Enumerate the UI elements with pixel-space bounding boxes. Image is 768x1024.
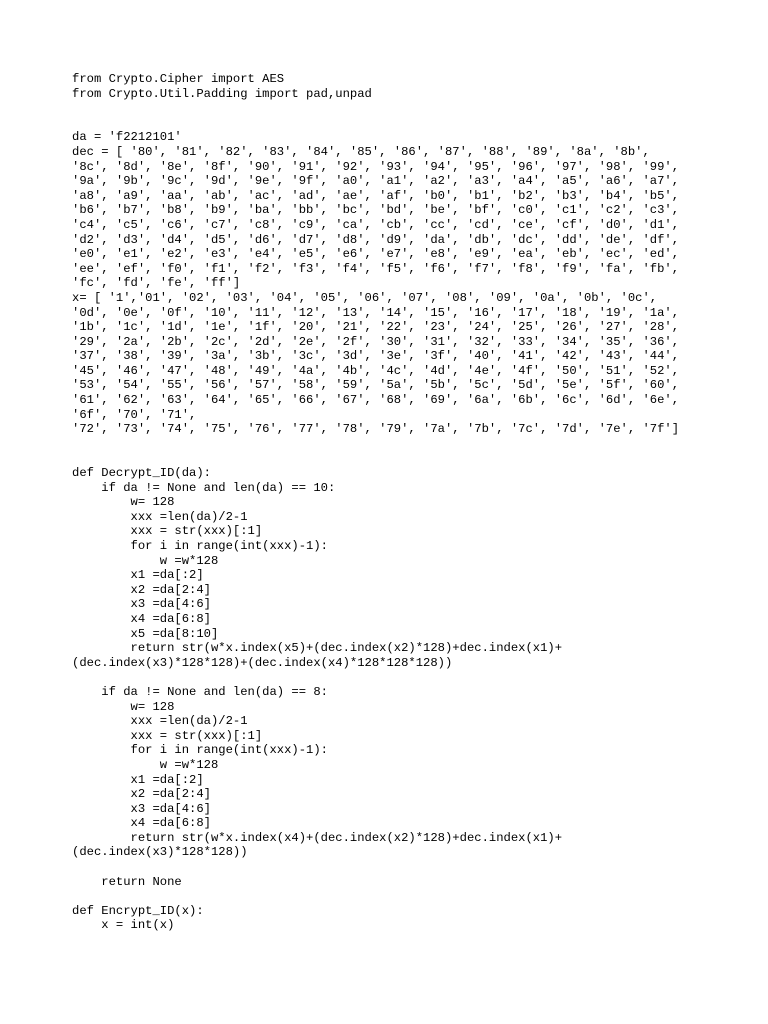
code-line <box>72 437 752 452</box>
code-line: 'ee', 'ef', 'f0', 'f1', 'f2', 'f3', 'f4', 'f5', 'f6', 'f7', 'f8', 'f9', 'fa', 'fb', <box>72 261 680 276</box>
code-line: '29', '2a', '2b', '2c', '2d', '2e', '2f', '30', '31', '32', '33', '34', '35', '36', <box>72 334 680 349</box>
code-line: da = 'f2212101' <box>72 130 182 145</box>
code-line: '45', '46', '47', '48', '49', '4a', '4b', '4c', '4d', '4e', '4f', '50', '51', '52', <box>72 363 680 378</box>
code-line: return str(w*x.index(x4)+(dec.index(x2)*128)+dec.index(x1)+ <box>72 830 563 845</box>
code-line: if da != None and len(da) == 10: <box>72 480 336 495</box>
code-line: 'd2', 'd3', 'd4', 'd5', 'd6', 'd7', 'd8', 'd9', 'da', 'db', 'dc', 'dd', 'de', 'df', <box>72 232 680 247</box>
code-line: x1 =da[:2] <box>72 568 204 583</box>
code-line <box>72 101 752 116</box>
code-line: '72', '73', '74', '75', '76', '77', '78', '79', '7a', '7b', '7c', '7d', '7e', '7f'] <box>72 422 680 437</box>
code-line: x5 =da[8:10] <box>72 626 219 641</box>
code-line: (dec.index(x3)*128*128)+(dec.index(x4)*128*128*128)) <box>72 655 453 670</box>
code-line: xxx =len(da)/2-1 <box>72 714 248 729</box>
code-line: x3 =da[4:6] <box>72 597 211 612</box>
code-line: 'fc', 'fd', 'fe', 'ff'] <box>72 276 241 291</box>
code-line: '37', '38', '39', '3a', '3b', '3c', '3d', '3e', '3f', '40', '41', '42', '43', '44', <box>72 349 680 364</box>
code-line: dec = [ '80', '81', '82', '83', '84', '85', '86', '87', '88', '89', '8a', '8b', <box>72 144 650 159</box>
code-line: '6f', '70', '71', <box>72 407 197 422</box>
code-document <box>72 72 752 933</box>
code-line: xxx =len(da)/2-1 <box>72 509 248 524</box>
code-line: '0d', '0e', '0f', '10', '11', '12', '13', '14', '15', '16', '17', '18', '19', '1a', <box>72 305 680 320</box>
code-line: xxx = str(xxx)[:1] <box>72 524 263 539</box>
code-line: '53', '54', '55', '56', '57', '58', '59', '5a', '5b', '5c', '5d', '5e', '5f', '60', <box>72 378 680 393</box>
code-line <box>72 889 752 904</box>
code-line: x2 =da[2:4] <box>72 582 211 597</box>
code-line: from Crypto.Util.Padding import pad,unpad <box>72 86 372 101</box>
code-line: w= 128 <box>72 699 175 714</box>
code-line: def Decrypt_ID(da): <box>72 466 211 481</box>
code-line: xxx = str(xxx)[:1] <box>72 728 263 743</box>
code-line <box>72 860 752 875</box>
code-line <box>72 116 752 131</box>
code-line: x4 =da[6:8] <box>72 611 211 626</box>
code-line <box>72 670 752 685</box>
code-line: return None <box>72 874 182 889</box>
code-line: 'a8', 'a9', 'aa', 'ab', 'ac', 'ad', 'ae', 'af', 'b0', 'b1', 'b2', 'b3', 'b4', 'b5', <box>72 188 680 203</box>
code-line: for i in range(int(xxx)-1): <box>72 743 328 758</box>
code-line: x3 =da[4:6] <box>72 801 211 816</box>
code-line: 'c4', 'c5', 'c6', 'c7', 'c8', 'c9', 'ca', 'cb', 'cc', 'cd', 'ce', 'cf', 'd0', 'd1', <box>72 217 680 232</box>
code-line: '1b', '1c', '1d', '1e', '1f', '20', '21', '22', '23', '24', '25', '26', '27', '28', <box>72 320 680 335</box>
code-line: return str(w*x.index(x5)+(dec.index(x2)*128)+dec.index(x1)+ <box>72 641 563 656</box>
code-line: for i in range(int(xxx)-1): <box>72 539 328 553</box>
code-line: x4 =da[6:8] <box>72 816 211 831</box>
code-line: w =w*128 <box>72 757 219 772</box>
code-line: if da != None and len(da) == 8: <box>72 684 328 699</box>
code-line: x= [ '1','01', '02', '03', '04', '05', '06', '07', '08', '09', '0a', '0b', '0c', <box>72 290 658 305</box>
code-line: '8c', '8d', '8e', '8f', '90', '91', '92', '93', '94', '95', '96', '97', '98', '99', <box>72 159 680 174</box>
code-line: from Crypto.Cipher import AES <box>72 72 285 86</box>
code-line: 'e0', 'e1', 'e2', 'e3', 'e4', 'e5', 'e6', 'e7', 'e8', 'e9', 'ea', 'eb', 'ec', 'ed', <box>72 247 680 262</box>
code-line: x1 =da[:2] <box>72 772 204 787</box>
code-line: w= 128 <box>72 495 175 510</box>
code-line: '9a', '9b', '9c', '9d', '9e', '9f', 'a0', 'a1', 'a2', 'a3', 'a4', 'a5', 'a6', 'a7', <box>72 174 680 189</box>
code-line: (dec.index(x3)*128*128)) <box>72 845 248 860</box>
code-line: w =w*128 <box>72 553 219 568</box>
code-line: x = int(x) <box>72 918 175 933</box>
code-line: 'b6', 'b7', 'b8', 'b9', 'ba', 'bb', 'bc', 'bd', 'be', 'bf', 'c0', 'c1', 'c2', 'c3', <box>72 203 680 218</box>
code-line: def Encrypt_ID(x): <box>72 903 204 918</box>
code-line: '61', '62', '63', '64', '65', '66', '67', '68', '69', '6a', '6b', '6c', '6d', '6e', <box>72 393 680 408</box>
code-line: x2 =da[2:4] <box>72 787 211 802</box>
code-line <box>72 451 752 466</box>
